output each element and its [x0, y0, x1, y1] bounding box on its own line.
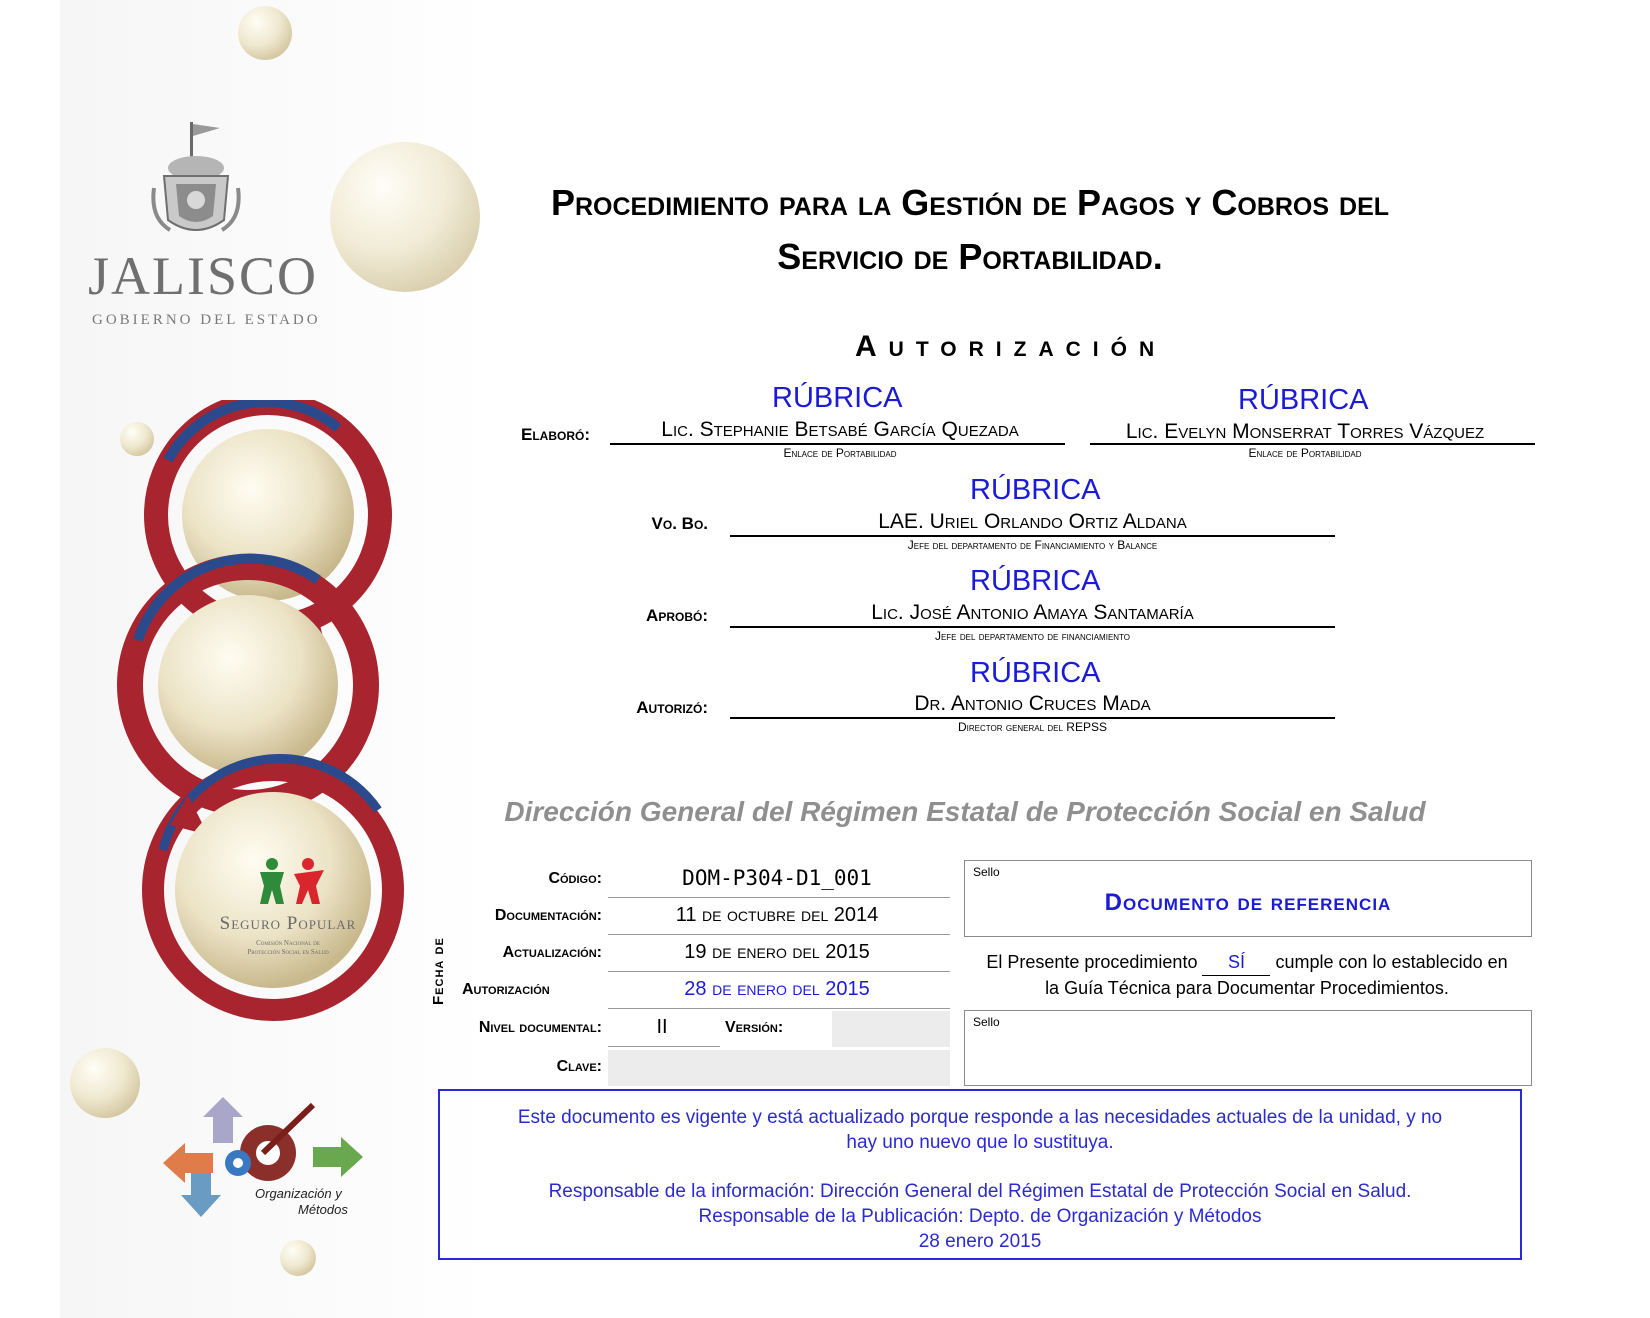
note-line-2: hay uno nuevo que lo sustituya. [846, 1132, 1114, 1153]
documento-de-referencia-text: Documento de referencia [1104, 889, 1392, 916]
value-documentacion: 11 de octubre del 2014 [675, 904, 879, 926]
rubrica-aprobo: RÚBRICA [970, 565, 1101, 597]
signature-line-elaboro-2 [1090, 443, 1535, 445]
value-clave [608, 1050, 950, 1086]
document-title [370, 176, 1570, 284]
value-codigo: DOM-P304-D1_001 [682, 866, 872, 890]
title-line-2: Servicio de Portabilidad. [777, 236, 1163, 277]
position-aprobo: Jefe del departamento de financiamiento [934, 629, 1131, 643]
label-codigo: Código: [548, 870, 602, 887]
name-aprobo: Lic. José Antonio Amaya Santamaría [871, 601, 1194, 624]
label-autorizacion: Autorización [462, 981, 550, 998]
actualizacion-underline [608, 971, 950, 972]
autorizacion-underline [608, 1008, 950, 1009]
seal-label-2: Sello [973, 1015, 1000, 1029]
signature-line-aprobo [730, 626, 1335, 628]
name-elaboro-1: Lic. Stephanie Betsabé García Quezada [661, 418, 1019, 441]
label-clave: Clave: [556, 1058, 602, 1075]
signature-line-vobo [730, 535, 1335, 537]
compliance-statement [964, 950, 1530, 1001]
signature-line-elaboro-1 [610, 443, 1065, 445]
rubrica-elaboro-1: RÚBRICA [772, 382, 903, 414]
nivel-underline [608, 1046, 720, 1047]
label-actualizacion: Actualización: [502, 944, 602, 961]
rubrica-vobo: RÚBRICA [970, 474, 1101, 506]
value-actualizacion: 19 de enero del 2015 [684, 941, 870, 963]
note-line-5: 28 enero 2015 [918, 1231, 1042, 1252]
rubrica-elaboro-2: RÚBRICA [1238, 384, 1369, 416]
codigo-underline [608, 897, 950, 898]
compliance-pre: El Presente procedimiento [986, 952, 1198, 972]
position-elaboro-1: Enlace de Portabilidad [783, 446, 897, 460]
label-aprobo: Aprobó: [646, 606, 708, 625]
label-documentacion: Documentación: [494, 907, 602, 924]
label-autorizo: Autorizó: [636, 698, 708, 717]
seguro-popular-people-icon [250, 856, 330, 908]
validity-note-box [438, 1089, 1522, 1260]
fecha-de-vertical-label: Fecha de [430, 937, 447, 1005]
gobierno-estado-text: GOBIERNO DEL ESTADO [92, 312, 321, 328]
label-vobo: Vo. Bo. [651, 514, 708, 533]
compliance-line-1 [964, 950, 1530, 976]
signature-line-autorizo [730, 717, 1335, 719]
decorative-orb-bottom-small [280, 1240, 316, 1276]
compliance-post: cumple con lo establecido en [1275, 952, 1508, 972]
decorative-orb-bottom-left [70, 1048, 140, 1118]
seal-box-empty [964, 1010, 1532, 1086]
position-autorizo: Director general del REPSS [957, 720, 1107, 734]
directorate-title: Dirección General del Régimen Estatal de Protección Social en Salud [504, 796, 1426, 827]
rubrica-autorizo: RÚBRICA [970, 657, 1101, 689]
value-nivel-documental: II [656, 1016, 668, 1038]
name-vobo: LAE. Uriel Orlando Ortiz Aldana [878, 510, 1187, 533]
compliance-line-2: la Guía Técnica para Documentar Procedimientos. [1045, 978, 1449, 998]
documentacion-underline [608, 934, 950, 935]
jalisco-logo-text: JALISCO [88, 246, 319, 306]
name-autorizo: Dr. Antonio Cruces Mada [914, 692, 1151, 715]
seguro-popular-subtext-1: Comisión Nacional de [256, 939, 320, 947]
seguro-popular-logo-text: Seguro Popular [219, 913, 357, 934]
compliance-value: SÍ [1202, 950, 1270, 976]
position-vobo: Jefe del departamento de Financiamiento y Balance [907, 538, 1158, 552]
jalisco-coat-of-arms-icon [150, 118, 242, 243]
authorization-heading: Autorización [855, 330, 1167, 363]
position-elaboro-2: Enlace de Portabilidad [1248, 446, 1362, 460]
om-logo-text-2: Métodos [298, 1202, 348, 1217]
om-logo-text-1: Organización y [255, 1186, 342, 1201]
title-line-1: Procedimiento para la Gestión de Pagos y Cobros del [550, 182, 1390, 223]
note-line-4: Responsable de la Publicación: Depto. de Organización y Métodos [698, 1206, 1262, 1227]
note-line-1: Este documento es vigente y está actualizado porque responde a las necesidades actuales de la unidad, y no [517, 1107, 1443, 1128]
value-autorizacion: 28 de enero del 2015 [684, 978, 870, 1000]
label-version: Versión: [725, 1019, 784, 1036]
value-version [832, 1011, 950, 1047]
label-nivel-documental: Nivel documental: [478, 1019, 602, 1036]
note-line-3: Responsable de la información: Dirección General del Régimen Estatal de Protección Social en Salud. [548, 1181, 1412, 1202]
seal-label-1: Sello [973, 865, 1000, 879]
seguro-popular-subtext-2: Protección Social en Salud [247, 948, 329, 956]
seal-box-reference [964, 860, 1532, 937]
decorative-orb-top [238, 6, 292, 60]
label-elaboro: Elaboró: [521, 425, 590, 444]
name-elaboro-2: Lic. Evelyn Monserrat Torres Vázquez [1125, 420, 1485, 443]
